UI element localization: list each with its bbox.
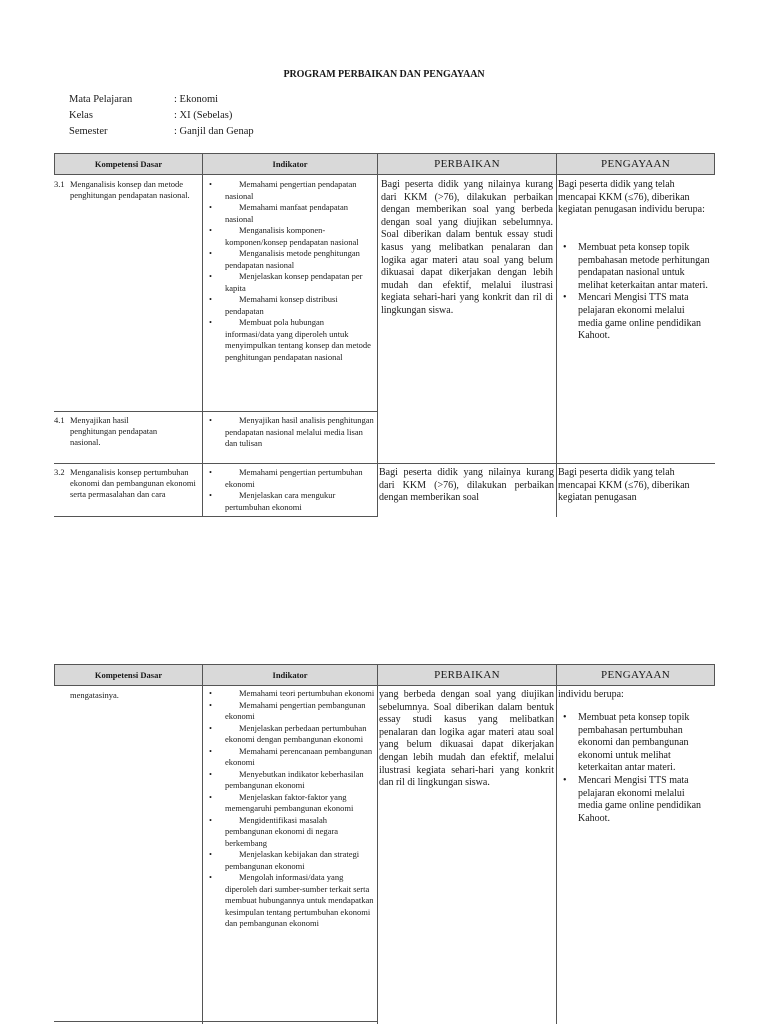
- kd-3-2-continued: [54, 690, 200, 701]
- perbaikan-text-continued: yang berbeda dengan soal yang diujikan sebelumnya. Soal diberikan dalam bentuk essay studi kasus yang melibatkan penalaran dan logika agar materi atau soal yang belum dikuasai dapat dikerjakan dengan lebih mudah dan efektif, melalui ilustrasi kegiata sehari-hari yang konkrit dan ril di lingkungan siswa.: [379, 689, 554, 789]
- grid-line: [556, 686, 557, 1024]
- grid-line: [202, 686, 203, 1024]
- list-item: • Memahami pengertian pertumbuhan ekonomi: [205, 467, 375, 490]
- perbaikan-text-1: Bagi peserta didik yang nilainya kurang dari KKM (>76), dilakukan perbaikan dengan memberikan soal yang berbeda dengan soal yang diujikan sebelumnya. Soal diberikan dalam bentuk essay studi kasus yang melibatkan penalaran dan logika agar materi atau soal yang belum dikuasai dapat dikerjakan dengan lebih mudah dan efektif, melalui ilustrasi kegiata sehari-hari yang konkrit dan ril di lingkungan siswa.: [381, 179, 553, 316]
- list-item: • Mencari Mengisi TTS mata pelajaran ekonomi melalui media game online pendidikan Kahoot.: [558, 775, 710, 825]
- list-item: • Membuat pola hubungan informasi/data yang diperoleh untuk menyimpulkan tentang konsep dan metode penghitungan pendapatan nasional: [205, 317, 375, 363]
- list-item: • Menyajikan hasil analisis penghitungan pendapatan nasional melalui media lisan dan tulisan: [205, 415, 375, 450]
- meta-value: : XI (Sebelas): [174, 110, 233, 121]
- header-pengayaan: PENGAYAAN: [556, 153, 715, 175]
- grid-line: [54, 516, 378, 517]
- meta-label: Kelas: [69, 110, 93, 121]
- list-item: • Menjelaskan cara mengukur pertumbuhan ekonomi: [205, 490, 375, 513]
- list-item: • Memahami manfaat pendapatan nasional: [205, 202, 375, 225]
- header-pengayaan: PENGAYAAN: [556, 664, 715, 686]
- meta-row-class: [69, 108, 254, 124]
- list-item: • Menganalisis metode penghitungan pendapatan nasional: [205, 248, 375, 271]
- kd-4-1: [54, 415, 174, 448]
- grid-line: [556, 175, 557, 517]
- program-table-page-1: [54, 153, 715, 517]
- grid-line: [54, 411, 378, 412]
- list-item: • Mengidentifikasi masalah pembangunan ekonomi di negara berkembang: [205, 815, 375, 850]
- header-perbaikan: PERBAIKAN: [377, 153, 557, 175]
- kd-number: 3.2: [54, 467, 65, 477]
- kd-text: Menganalisis konsep dan metode penghitungan pendapatan nasional.: [70, 179, 190, 200]
- meta-label: Mata Pelajaran: [69, 94, 133, 105]
- list-item: • Memahami pengertian pembangunan ekonomi: [205, 700, 375, 723]
- perbaikan-text-2: Bagi peserta didik yang nilainya kurang dari KKM (>76), dilakukan perbaikan dengan memberikan soal: [379, 467, 554, 504]
- list-item: • Menganalisis komponen-komponen/konsep pendapatan nasional: [205, 225, 375, 248]
- header-perbaikan: PERBAIKAN: [377, 664, 557, 686]
- kd-number: 3.1: [54, 179, 65, 189]
- list-item: • Memahami konsep distribusi pendapatan: [205, 294, 375, 317]
- list-item: • Membuat peta konsep topik pembahasan pertumbuhan ekonomi dan pembangunan ekonomi untuk melihat keterkaitan antar materi.: [558, 712, 710, 775]
- list-item: • Menjelaskan kebijakan dan strategi pembangunan ekonomi: [205, 849, 375, 872]
- list-item: • Membuat peta konsep topik pembahasan metode perhitungan pendapatan nasional untuk melihat keterkaitan antar materi.: [558, 242, 710, 292]
- meta-label: Semester: [69, 126, 108, 137]
- kd-3-1: [54, 179, 200, 201]
- grid-line: [54, 463, 715, 464]
- kd-3-2: [54, 467, 200, 500]
- pengayaan-intro-continued: individu berupa:: [558, 689, 624, 700]
- list-item: • Menjelaskan faktor-faktor yang memengaruhi pembangunan ekonomi: [205, 792, 375, 815]
- list-item: • Menyebutkan indikator keberhasilan pembangunan ekonomi: [205, 769, 375, 792]
- list-item: • Menjelaskan konsep pendapatan per kapita: [205, 271, 375, 294]
- meta-row-subject: [69, 92, 254, 108]
- meta-value: : Ekonomi: [174, 94, 219, 105]
- header-kompetensi-dasar: Kompetensi Dasar: [54, 153, 203, 175]
- list-item: • Mencari Mengisi TTS mata pelajaran ekonomi melalui media game online pendidikan Kahoot.: [558, 292, 710, 342]
- list-item: • Mengolah informasi/data yang diperoleh dari sumber-sumber terkait serta membuat hubungannya untuk mendapatkan kesimpulan tentang pertumbuhan ekonomi dan pembangunan ekonomi: [205, 872, 375, 930]
- meta-row-semester: [69, 124, 254, 140]
- grid-line: [202, 175, 203, 517]
- document-meta: [69, 92, 254, 140]
- indikator-list-3-2: [205, 467, 375, 513]
- list-item: • Menjelaskan perbedaan pertumbuhan ekonomi dengan pembangunan ekonomi: [205, 723, 375, 746]
- list-item: • Memahami teori pertumbuhan ekonomi: [205, 688, 375, 700]
- kd-text: Menyajikan hasil penghitungan pendapatan nasional.: [70, 415, 158, 447]
- grid-line: [377, 686, 378, 1024]
- kd-text: Menganalisis konsep pertumbuhan ekonomi dan pembangunan ekonomi serta permasalahan dan cara: [70, 467, 196, 499]
- pengayaan-intro-1: Bagi peserta didik yang telah mencapai KKM (≤76), diberikan kegiatan penugasan individu berupa:: [558, 179, 705, 216]
- indikator-list-3-1: [205, 179, 375, 363]
- list-item: • Memahami perencanaan pembangunan ekonomi: [205, 746, 375, 769]
- grid-line: [54, 1021, 378, 1022]
- pengayaan-list-1: [558, 242, 710, 343]
- pengayaan-intro-2: Bagi peserta didik yang telah mencapai KKM (≤76), diberikan kegiatan penugasan: [558, 467, 690, 504]
- indikator-list-4-1: [205, 415, 375, 450]
- header-kompetensi-dasar: Kompetensi Dasar: [54, 664, 203, 686]
- meta-value: : Ganjil dan Genap: [174, 126, 254, 137]
- kd-text: mengatasinya.: [70, 690, 119, 700]
- list-item: • Memahami pengertian pendapatan nasional: [205, 179, 375, 202]
- indikator-list-3-2-continued: [205, 688, 375, 930]
- pengayaan-list-continued: [558, 712, 710, 825]
- kd-number: 4.1: [54, 415, 65, 425]
- document-title: PROGRAM PERBAIKAN DAN PENGAYAAN: [283, 69, 485, 80]
- header-indikator: Indikator: [202, 664, 378, 686]
- header-indikator: Indikator: [202, 153, 378, 175]
- grid-line: [377, 175, 378, 517]
- program-table-page-2: [54, 664, 715, 1024]
